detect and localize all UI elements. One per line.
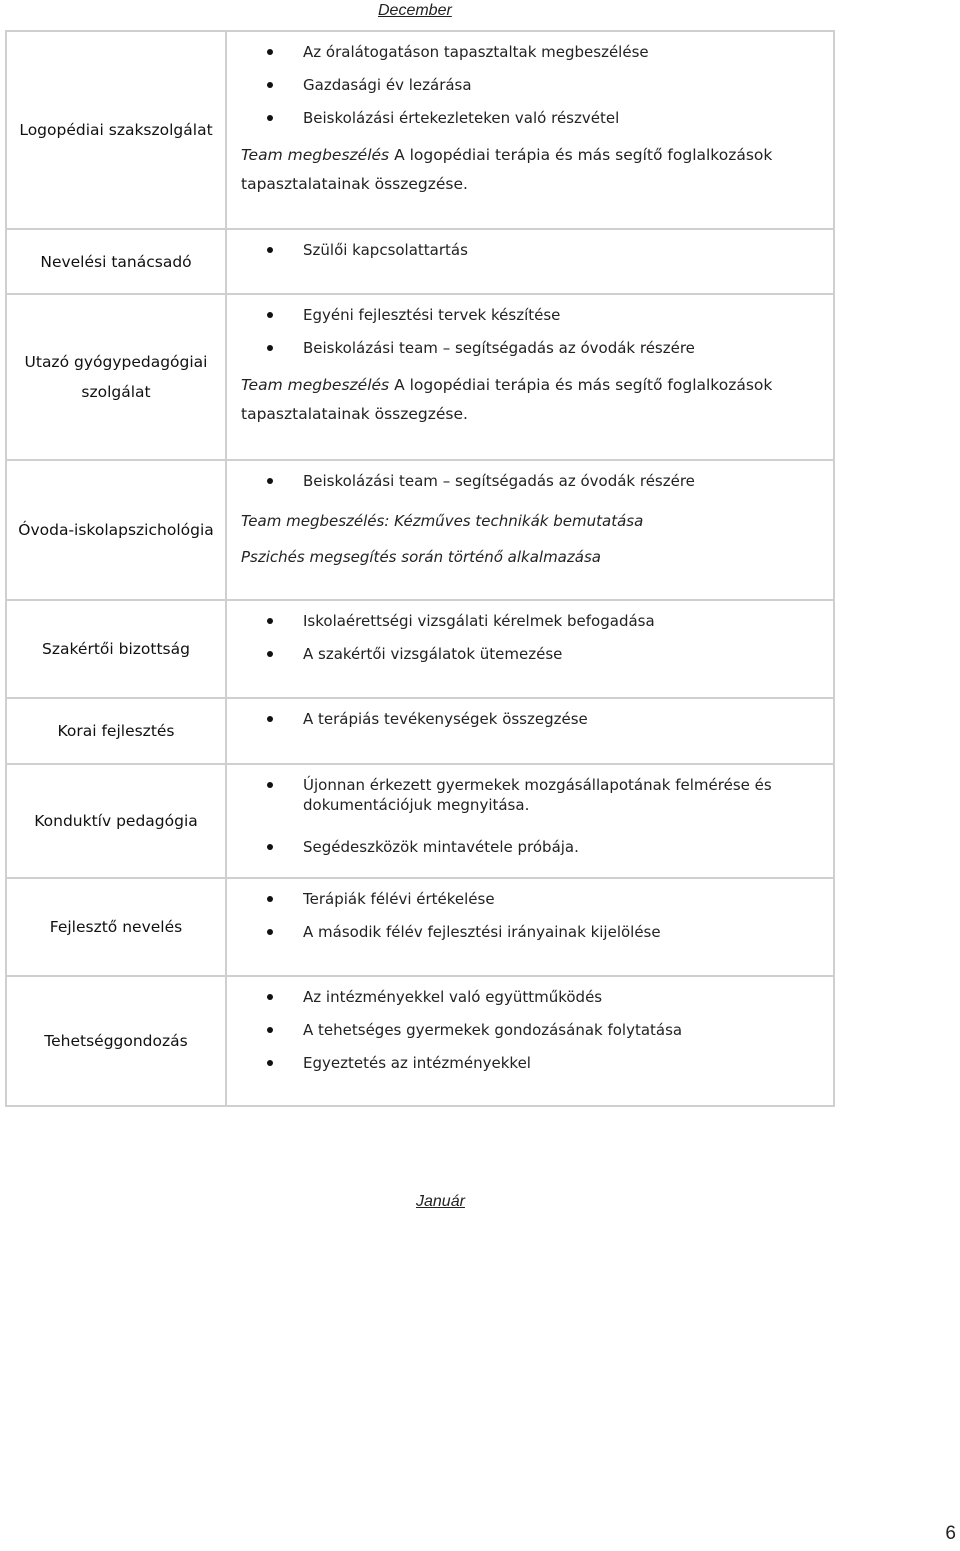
month-heading-december: December	[378, 2, 452, 19]
list-item: Szülői kapcsolattartás	[241, 240, 823, 260]
table-row	[6, 764, 834, 878]
schedule-table	[5, 30, 835, 1107]
table-row	[6, 460, 834, 600]
team-note-text: A logopédiai terápia és más segítő foglalkozások tapasztalatainak összegzése.	[241, 376, 773, 423]
list-item: A szakértői vizsgálatok ütemezése	[241, 644, 823, 664]
table-row	[6, 294, 834, 460]
row-content	[226, 878, 834, 976]
list-item: A terápiás tevékenységek összegzése	[241, 709, 823, 729]
table-row	[6, 31, 834, 229]
table-row	[6, 600, 834, 698]
row-label: Logopédiai szakszolgálat	[6, 31, 226, 229]
list-item: Egyeztetés az intézményekkel	[241, 1053, 823, 1073]
list-item: Az intézményekkel való együttműködés	[241, 987, 823, 1007]
row-label: Szakértői bizottság	[6, 600, 226, 698]
team-note-lead: Team megbeszélés	[241, 376, 390, 394]
row-label: Fejlesztő nevelés	[6, 878, 226, 976]
list-item: Beiskolázási értekezleteken való részvétel	[241, 108, 823, 128]
list-item: Beiskolázási team – segítségadás az óvodák részére	[241, 471, 823, 491]
row-label: Konduktív pedagógia	[6, 764, 226, 878]
team-note: Team megbeszélés: Kézműves technikák bemutatása	[241, 512, 644, 530]
list-item: Egyéni fejlesztési tervek készítése	[241, 305, 823, 325]
page-number: 6	[945, 1523, 956, 1544]
row-content	[226, 698, 834, 764]
row-content	[226, 294, 834, 460]
row-label: Nevelési tanácsadó	[6, 229, 226, 294]
list-item: Terápiák félévi értékelése	[241, 889, 823, 909]
row-label: Óvoda-iskolapszichológia	[6, 460, 226, 600]
row-content	[226, 229, 834, 294]
list-item: A második félév fejlesztési irányainak kijelölése	[241, 922, 823, 942]
table-row	[6, 229, 834, 294]
table-row	[6, 878, 834, 976]
list-item: Iskolaérettségi vizsgálati kérelmek befogadása	[241, 611, 823, 631]
row-label: Utazó gyógypedagógiai szolgálat	[6, 294, 226, 460]
row-content	[226, 976, 834, 1106]
list-item: Segédeszközök mintavétele próbája.	[241, 837, 823, 857]
row-content	[226, 460, 834, 600]
team-note-lead: Team megbeszélés	[241, 146, 390, 164]
list-item: Gazdasági év lezárása	[241, 75, 823, 95]
table-row	[6, 976, 834, 1106]
list-item: A tehetséges gyermekek gondozásának folytatása	[241, 1020, 823, 1040]
row-label: Korai fejlesztés	[6, 698, 226, 764]
row-content	[226, 764, 834, 878]
month-heading-january: Január	[416, 1193, 465, 1210]
team-note	[241, 371, 823, 429]
list-item: Újonnan érkezett gyermekek mozgásállapotának felmérése és dokumentációjuk megnyitása.	[241, 775, 823, 815]
list-item: Beiskolázási team – segítségadás az óvodák részére	[241, 338, 823, 358]
row-content	[226, 31, 834, 229]
team-note: Pszichés megsegítés során történő alkalmazása	[241, 548, 601, 566]
row-content	[226, 600, 834, 698]
team-note-text: A logopédiai terápia és más segítő foglalkozások tapasztalatainak összegzése.	[241, 146, 773, 193]
row-label: Tehetséggondozás	[6, 976, 226, 1106]
team-note	[241, 141, 823, 199]
table-row	[6, 698, 834, 764]
list-item: Az óralátogatáson tapasztaltak megbeszélése	[241, 42, 823, 62]
